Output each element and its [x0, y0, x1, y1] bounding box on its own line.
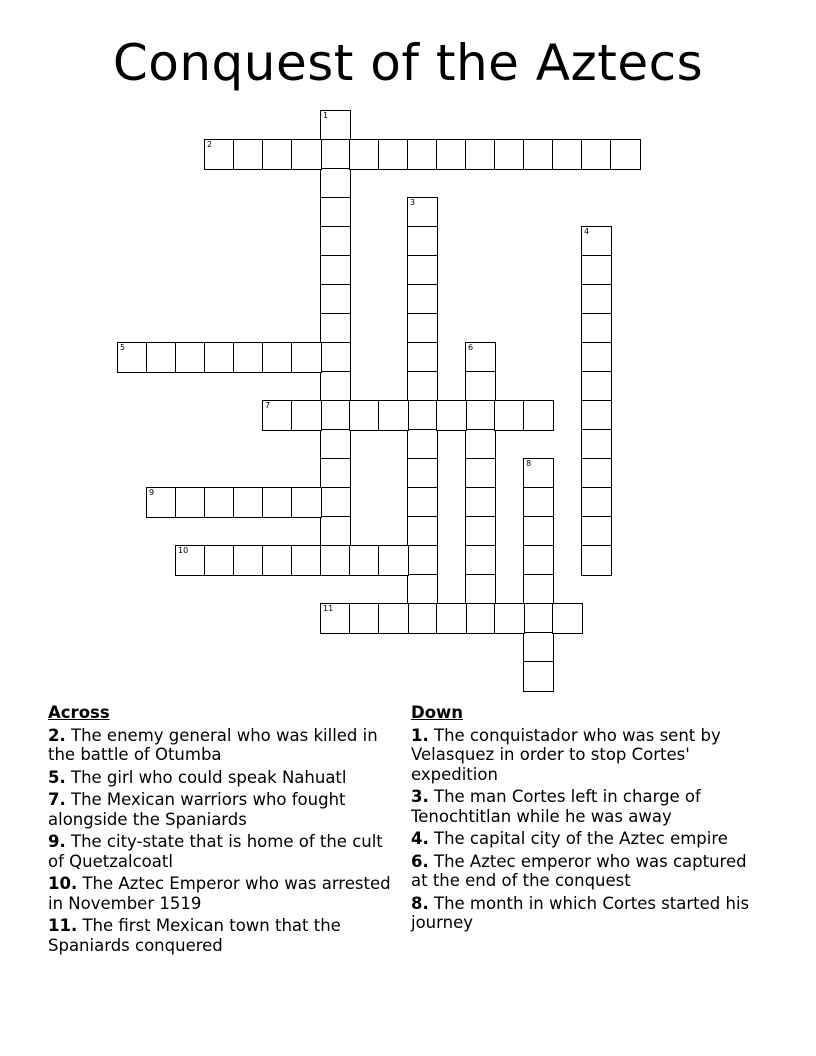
grid-cell[interactable] [262, 545, 293, 576]
cell-number: 7 [265, 401, 271, 410]
grid-cell[interactable] [204, 139, 235, 170]
grid-cell[interactable] [262, 487, 293, 518]
grid-cell[interactable] [523, 632, 554, 663]
clue-text: The Mexican warriors who fought alongside the Spaniards [48, 790, 346, 829]
grid-cell[interactable] [407, 255, 438, 286]
clue-text: The enemy general who was killed in the battle of Otumba [48, 725, 378, 764]
grid-cell[interactable] [378, 139, 409, 170]
grid-cell[interactable] [320, 197, 351, 228]
grid-cell[interactable] [581, 545, 612, 576]
grid-cell[interactable] [349, 139, 380, 170]
grid-cell[interactable] [523, 661, 554, 692]
grid-cell[interactable] [320, 284, 351, 315]
grid-cell[interactable] [581, 400, 612, 431]
cell-number: 1 [323, 111, 329, 120]
grid-cell[interactable] [320, 429, 351, 460]
grid-cell[interactable] [378, 545, 409, 576]
down-clue [411, 894, 761, 933]
grid-cell[interactable] [262, 400, 293, 431]
grid-cell[interactable] [407, 313, 438, 344]
grid-cell[interactable] [320, 371, 351, 402]
grid-cell[interactable] [407, 603, 438, 634]
grid-cell[interactable] [146, 487, 177, 518]
clue-number: 6. [411, 851, 429, 871]
grid-cell[interactable] [523, 545, 554, 576]
grid-cell[interactable] [581, 139, 612, 170]
clue-number: 1. [411, 725, 429, 745]
grid-cell[interactable] [581, 284, 612, 315]
grid-cell[interactable] [465, 139, 496, 170]
grid-cell[interactable] [552, 139, 583, 170]
grid-cell[interactable] [291, 342, 322, 373]
clue-text: The month in which Cortes started his journey [411, 893, 750, 932]
down-clue [411, 726, 761, 785]
grid-cell[interactable] [378, 603, 409, 634]
grid-cell[interactable] [407, 400, 438, 431]
across-clue [48, 916, 393, 955]
grid-cell[interactable] [320, 603, 351, 634]
clue-number: 4. [411, 829, 429, 848]
cell-number: 2 [207, 140, 213, 149]
grid-cell[interactable] [175, 487, 206, 518]
grid-cell[interactable] [552, 603, 583, 634]
clue-number: 11. [48, 916, 78, 935]
grid-cell[interactable] [407, 516, 438, 547]
down-clue [411, 829, 761, 849]
grid-cell[interactable] [320, 487, 351, 518]
clue-text: The capital city of the Aztec empire [428, 829, 728, 848]
grid-cell[interactable] [407, 226, 438, 257]
grid-cell[interactable] [465, 400, 496, 431]
clue-text: The first Mexican town that the Spaniards conquered [48, 916, 341, 955]
grid-cell[interactable] [465, 371, 496, 402]
grid-cell[interactable] [523, 574, 554, 605]
grid-cell[interactable] [320, 545, 351, 576]
down-clue [411, 787, 761, 826]
across-clue [48, 790, 393, 829]
grid-cell[interactable] [233, 139, 264, 170]
grid-cell[interactable] [581, 429, 612, 460]
grid-cell[interactable] [320, 516, 351, 547]
grid-cell[interactable] [291, 487, 322, 518]
grid-cell[interactable] [349, 603, 380, 634]
grid-cell[interactable] [175, 342, 206, 373]
cell-number: 3 [410, 198, 416, 207]
cell-number: 4 [584, 227, 590, 236]
grid-cell[interactable] [291, 400, 322, 431]
page-title: Conquest of the Aztecs [112, 34, 704, 92]
cell-number: 5 [120, 343, 126, 352]
clue-text: The Aztec emperor who was captured at the end of the conquest [411, 851, 747, 890]
grid-cell[interactable] [436, 139, 467, 170]
grid-cell[interactable] [465, 342, 496, 373]
grid-cell[interactable] [465, 574, 496, 605]
clue-number: 8. [411, 893, 429, 913]
grid-cell[interactable] [523, 400, 554, 431]
down-clue [411, 852, 761, 891]
clue-number: 9. [48, 832, 66, 851]
grid-cell[interactable] [523, 603, 554, 634]
grid-cell[interactable] [581, 255, 612, 286]
grid-cell[interactable] [320, 255, 351, 286]
grid-cell[interactable] [320, 168, 351, 199]
grid-cell[interactable] [407, 545, 438, 576]
across-heading: Across [48, 703, 110, 722]
clue-text: The girl who could speak Nahuatl [65, 767, 347, 787]
grid-cell[interactable] [320, 342, 351, 373]
across-clue [48, 726, 393, 765]
across-clue [48, 832, 393, 871]
grid-cell[interactable] [523, 487, 554, 518]
grid-cell[interactable] [262, 342, 293, 373]
clue-number: 10. [48, 874, 78, 893]
grid-cell[interactable] [465, 545, 496, 576]
clue-number: 2. [48, 725, 66, 745]
grid-cell[interactable] [581, 458, 612, 489]
cell-number: 11 [323, 604, 334, 613]
grid-cell[interactable] [320, 458, 351, 489]
grid-cell[interactable] [465, 487, 496, 518]
grid-cell[interactable] [204, 342, 235, 373]
grid-cell[interactable] [436, 400, 467, 431]
across-clues [48, 703, 393, 958]
grid-cell[interactable] [146, 342, 177, 373]
grid-cell[interactable] [233, 487, 264, 518]
cell-number: 9 [149, 488, 155, 497]
grid-cell[interactable] [378, 400, 409, 431]
grid-cell[interactable] [262, 139, 293, 170]
grid-cell[interactable] [407, 342, 438, 373]
across-clue [48, 768, 393, 788]
across-clue [48, 874, 393, 913]
grid-cell[interactable] [407, 487, 438, 518]
grid-cell[interactable] [407, 139, 438, 170]
grid-cell[interactable] [233, 545, 264, 576]
grid-cell[interactable] [349, 400, 380, 431]
grid-cell[interactable] [581, 487, 612, 518]
grid-cell[interactable] [291, 139, 322, 170]
grid-cell[interactable] [465, 458, 496, 489]
cell-number: 6 [468, 343, 474, 352]
grid-cell[interactable] [581, 371, 612, 402]
grid-cell[interactable] [610, 139, 641, 170]
grid-cell[interactable] [581, 226, 612, 257]
grid-cell[interactable] [581, 313, 612, 344]
grid-cell[interactable] [320, 400, 351, 431]
clue-number: 7. [48, 790, 66, 809]
down-clues [411, 703, 761, 936]
grid-cell[interactable] [117, 342, 148, 373]
grid-cell[interactable] [494, 400, 525, 431]
grid-cell[interactable] [494, 139, 525, 170]
grid-cell[interactable] [233, 342, 264, 373]
grid-cell[interactable] [465, 516, 496, 547]
grid-cell[interactable] [407, 197, 438, 228]
grid-cell[interactable] [320, 226, 351, 257]
grid-cell[interactable] [407, 371, 438, 402]
grid-cell[interactable] [523, 139, 554, 170]
grid-cell[interactable] [523, 516, 554, 547]
clue-text: The Aztec Emperor who was arrested in November 1519 [48, 874, 391, 913]
grid-cell[interactable] [320, 313, 351, 344]
grid-cell[interactable] [349, 545, 380, 576]
grid-cell[interactable] [581, 342, 612, 373]
grid-cell[interactable] [291, 545, 322, 576]
grid-cell[interactable] [465, 429, 496, 460]
grid-cell[interactable] [407, 429, 438, 460]
grid-cell[interactable] [436, 603, 467, 634]
down-heading: Down [411, 703, 464, 722]
clue-text: The city-state that is home of the cult of Quetzalcoatl [48, 832, 383, 871]
grid-cell[interactable] [320, 139, 351, 170]
grid-cell[interactable] [407, 458, 438, 489]
cell-number: 10 [178, 546, 189, 555]
clue-text: The man Cortes left in charge of Tenochtitlan while he was away [411, 787, 701, 826]
grid-cell[interactable] [407, 574, 438, 605]
clue-number: 5. [48, 767, 66, 787]
grid-cell[interactable] [494, 603, 525, 634]
grid-cell[interactable] [320, 110, 351, 141]
grid-cell[interactable] [175, 545, 206, 576]
grid-cell[interactable] [407, 284, 438, 315]
grid-cell[interactable] [204, 545, 235, 576]
grid-cell[interactable] [581, 516, 612, 547]
clue-number: 3. [411, 787, 429, 806]
clue-text: The conquistador who was sent by Velasquez in order to stop Cortes' expedition [411, 725, 721, 784]
grid-cell[interactable] [204, 487, 235, 518]
cell-number: 8 [526, 459, 532, 468]
grid-cell[interactable] [523, 458, 554, 489]
grid-cell[interactable] [465, 603, 496, 634]
